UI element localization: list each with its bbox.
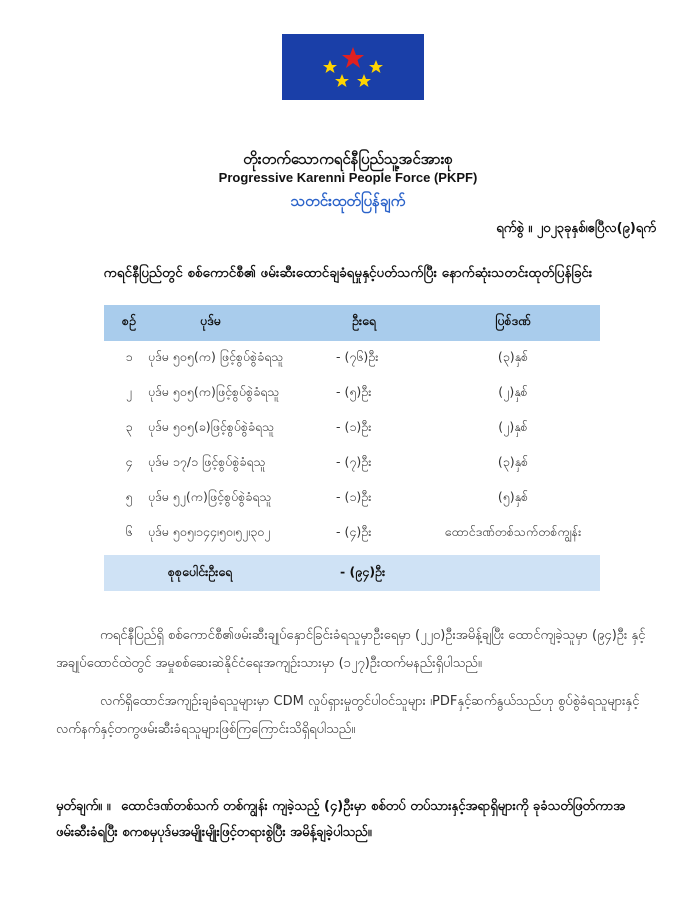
row-no: ၆ bbox=[125, 524, 133, 539]
table-row bbox=[104, 448, 600, 478]
table-row bbox=[104, 378, 600, 408]
row-section: ပုဒ်မ ၅၀၅(က) ဖြင့်စွပ်စွဲခံရသူ bbox=[148, 349, 284, 364]
row-section: ပုဒ်မ ၅၂(က)ဖြင့်စွပ်စွဲခံရသူ bbox=[148, 489, 272, 504]
table-total-row bbox=[104, 555, 600, 591]
table-row bbox=[104, 343, 600, 373]
row-no: ၅ bbox=[125, 489, 133, 504]
note-label: မှတ်ချက်။ ။ bbox=[56, 799, 111, 814]
row-section: ပုဒ်မ ၅၀၅၊၁၄၄၊၅၀၊၅၂၊၃၀၂ bbox=[148, 524, 271, 539]
paragraph-summary: ကရင်နီပြည်ရှိ စစ်ကောင်စီ၏ဖမ်းဆီးချုပ်နှောင်ခြင်းခံရသူမှာဦးရေမှာ (၂၂၀)ဦးအမိန့်ချပြီး ထောင်ကျခဲ့သူမှာ (၉၄)ဦး နှင့် အချုပ်ထောင်ထဲတွင် အမှုစစ်ဆေးဆဲနိုင်ငံရေးအကျဉ်းသားမှာ (၁၂၇)ဦးထက်မနည်းရှိပါသည်။ bbox=[56, 628, 646, 671]
row-section: ပုဒ်မ ၅၀၅(က)ဖြင့်စွပ်စွဲခံရသူ bbox=[148, 384, 280, 399]
row-count: - (၇၆)ဦး bbox=[336, 349, 379, 364]
row-count: - (၄)ဦး bbox=[336, 524, 372, 539]
row-no: ၃ bbox=[125, 419, 133, 434]
row-no: ၂ bbox=[125, 384, 133, 399]
header-section: ပုဒ်မ bbox=[200, 313, 221, 328]
statement-date: ရက်စွဲ ။ ၂၀၂၃ခုနှစ်၊ဧပြီလ(၉)ရက် bbox=[496, 221, 656, 236]
table-header bbox=[104, 305, 600, 341]
table-row bbox=[104, 518, 600, 548]
table-row bbox=[104, 413, 600, 443]
org-name-burmese: တိုးတက်သောကရင်နီပြည်သူ့အင်အားစု bbox=[243, 150, 453, 168]
total-count: - (၉၄)ဦး bbox=[340, 564, 386, 579]
header-term: ပြစ်ဒဏ် bbox=[495, 313, 531, 328]
row-no: ၄ bbox=[125, 454, 133, 469]
pkpf-flag bbox=[282, 34, 424, 100]
row-term: (၂)နှစ် bbox=[498, 419, 528, 434]
row-term: (၂)နှစ် bbox=[498, 384, 528, 399]
row-term: ထောင်ဒဏ်တစ်သက်တစ်ကျွန်း bbox=[444, 524, 582, 539]
five-star-flag-icon bbox=[282, 34, 424, 100]
note-text: ထောင်ဒဏ်တစ်သက် တစ်ကျွန်း ကျခဲ့သည့် (၄)ဦးမှာ စစ်တပ် တပ်သားနှင့်အရာရှိများကို ခုခံသတ်ဖြတ်ကာအဖမ်းဆီးခံရပြီး စကစမှပုဒ်မအမျိုးမျိုးဖြင့်တရားစွဲပြီး အမိန့်ချခဲ့ပါသည်။ bbox=[56, 799, 626, 840]
row-count: - (၁)ဦး bbox=[336, 489, 372, 504]
org-name-english: Progressive Karenni People Force (PKPF) bbox=[218, 170, 478, 185]
row-term: (၃)နှစ် bbox=[497, 349, 529, 364]
row-count: - (၇)ဦး bbox=[336, 454, 372, 469]
row-no: ၁ bbox=[125, 349, 133, 364]
row-section: ပုဒ်မ ၁၇/၁ ဖြင့်စွပ်စွဲခံရသူ bbox=[148, 454, 266, 469]
statement-title: သတင်းထုတ်ပြန်ချက် bbox=[290, 192, 406, 210]
statement-heading: ကရင်နီပြည်တွင် စစ်ကောင်စီ၏ ဖမ်းဆီးထောင်ချခံရမှုနှင့်ပတ်သက်ပြီး နောက်ဆုံးသတင်းထုတ်ပြန်ခြင်း bbox=[103, 265, 593, 281]
table-row bbox=[104, 483, 600, 513]
paragraph-detainees: လက်ရှိထောင်အကျဉ်းချခံရသူများမှာ CDM လှုပ်ရှားမှုတွင်ပါဝင်သူများ ၊PDFနှင့်ဆက်နွယ်သည်ဟု စွပ်စွဲခံရသူများနှင့် လက်နက်နှင့်တကွဖမ်းဆီးခံရသူများဖြစ်ကြကြောင်းသိရှိရပါသည်။ bbox=[56, 694, 640, 737]
row-term: (၅)နှစ် bbox=[497, 489, 529, 504]
header-no: စဉ် bbox=[122, 313, 136, 328]
total-label: စုစုပေါင်းဦးရေ bbox=[168, 564, 233, 579]
note-block bbox=[56, 794, 646, 846]
header-count: ဦးရေ bbox=[352, 313, 377, 328]
row-section: ပုဒ်မ ၅၀၅(ခ)ဖြင့်စွပ်စွဲခံရသူ bbox=[148, 419, 275, 434]
row-term: (၃)နှစ် bbox=[497, 454, 529, 469]
row-count: - (၁)ဦး bbox=[336, 419, 372, 434]
row-count: - (၅)ဦး bbox=[336, 384, 372, 399]
